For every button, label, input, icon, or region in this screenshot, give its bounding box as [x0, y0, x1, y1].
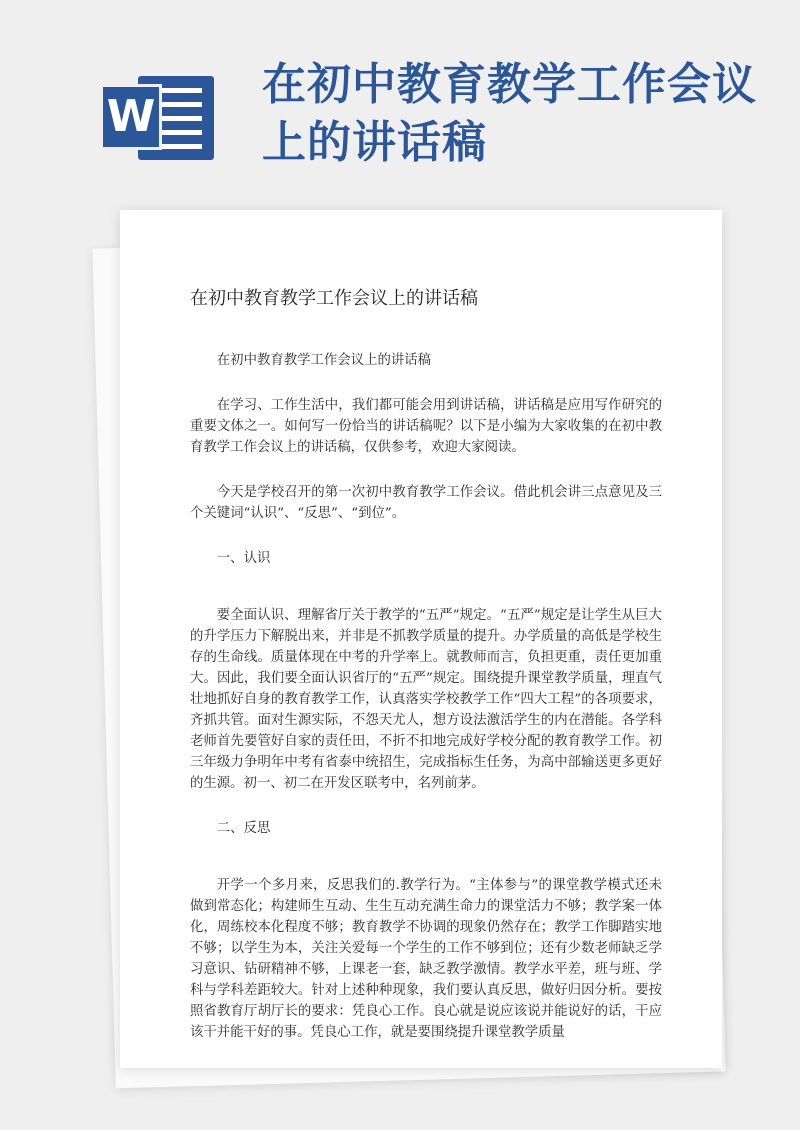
paragraph: 开学一个多月来，反思我们的.教学行为。“主体参与”的课堂教学模式还未做到常态化；构建师生互动、生生互动充满生命力的课堂活力不够；教学案一体化，周练校本化程度不够；教育教学不协调的现象仍然存在；教学工作脚踏实地不够；以学生为本，关注关爱每一个学生的工作不够到位；还有少数老师缺乏学习意识、钻研精神不够，上课老一套，缺乏教学激情。教学水平差，班与班、学科与学科差距较大。针对上述种种现象，我们要认真反思，做好归因分析。要按照省教育厅胡厅长的要求：凭良心工作。良心就是说应该说并能说好的话，干应该干并能干好的事。凭良心工作，就是要围绕提升课堂教学质量	[190, 878, 662, 1040]
paragraph: 要全面认识、理解省厅关于教学的“五严”规定。“五严”规定是让学生从巨大的升学压力下解脱出来，并非是不抓教学质量的提升。办学质量的高低是学校生存的生命线。质量体现在中考的升学率上。就教师而言，负担更重，责任更加重大。因此，我们要全面认识省厅的“五严”规定。围绕提升课堂教学质量，理直气壮地抓好自身的教育教学工作，认真落实学校教学工作“四大工程”的各项要求，齐抓共管。面对生源实际，不怨天尤人，想方设法激活学生的内在潜能。各学科老师首先要管好自家的责任田，不折不扣地完成好学校分配的教育教学工作。初三年级力争明年中考有省泰中统招生，完成指标生任务，为高中部输送更多更好的生源。初一、初二在开发区联考中，名列前茅。	[190, 608, 662, 791]
word-icon-letter: W	[100, 84, 162, 150]
page-header	[0, 0, 800, 200]
page-title: 在初中教育教学工作会议上的讲话稿	[262, 59, 757, 168]
document-page	[120, 210, 722, 1068]
section-heading: 一、认识	[216, 551, 271, 566]
document-subtitle: 在初中教育教学工作会议上的讲话稿	[216, 353, 432, 368]
section-heading: 二、反思	[216, 821, 271, 836]
word-document-icon	[100, 72, 215, 164]
document-body	[190, 350, 662, 1043]
document-title: 在初中教育教学工作会议上的讲话稿	[190, 288, 478, 309]
paragraph: 今天是学校召开的第一次初中教育教学工作会议。借此机会讲三点意见及三个关键词“认识”、“反思”、“到位”。	[190, 485, 662, 521]
paragraph: 在学习、工作生活中，我们都可能会用到讲话稿，讲话稿是应用写作研究的重要文体之一。如何写一份恰当的讲话稿呢？以下是小编为大家收集的在初中教育教学工作会议上的讲话稿，仅供参考，欢迎大家阅读。	[190, 398, 662, 455]
